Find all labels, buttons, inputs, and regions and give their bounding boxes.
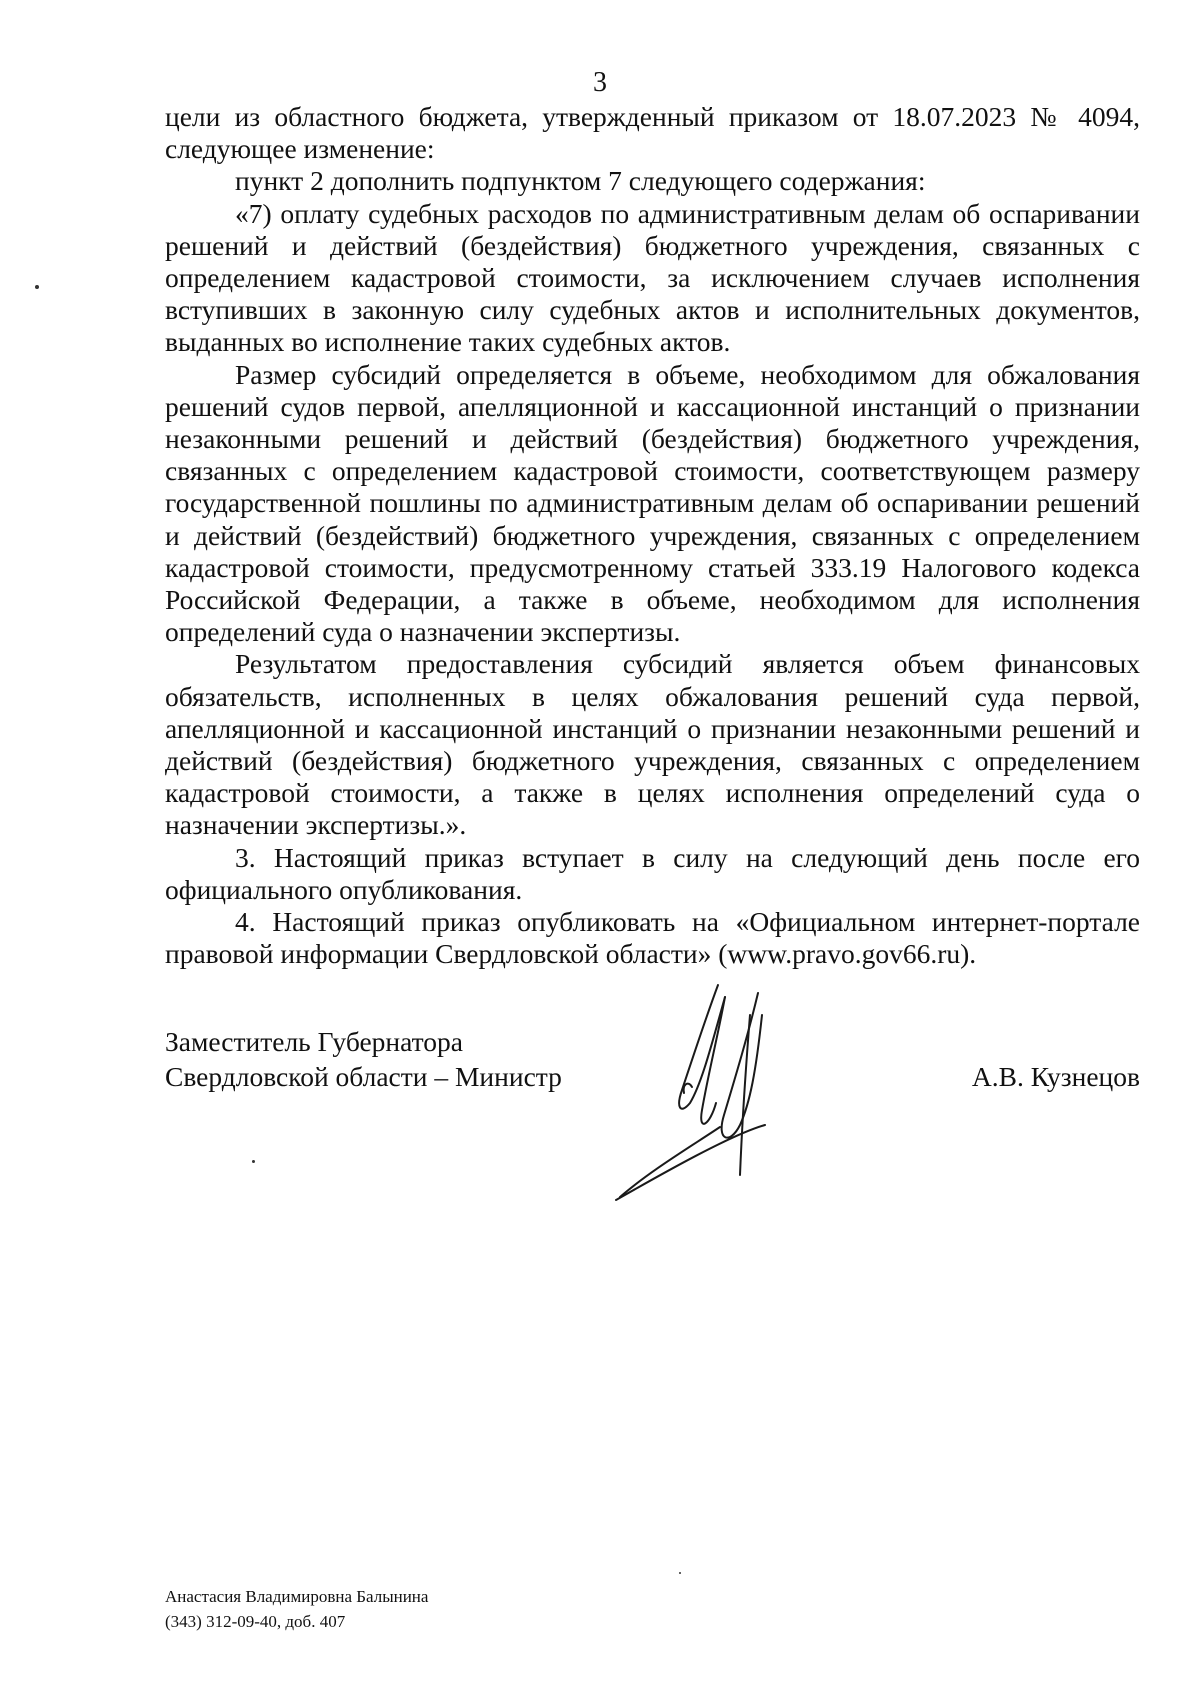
paragraph-continuation: цели из областного бюджета, утвержденный приказом от 18.07.2023 № 4094, следующее изменение: xyxy=(165,101,1140,165)
signatory-position-line: Заместитель Губернатора xyxy=(165,1026,463,1057)
document-body xyxy=(165,101,1140,970)
paragraph-amendment-intro: пункт 2 дополнить подпунктом 7 следующего содержания: xyxy=(235,165,926,197)
paragraph-subsidy-amount: Размер субсидий определяется в объеме, необходимом для обжалования решений судов первой, апелляционной и кассационной инстанций о признании незаконными решений и действий (бездействия) бюджетного учреждения, связанных с определением кадастровой стоимости, соответствующем размеру государственной пошлины по административным делам об оспаривании решений и действий (бездействий) бюджетного учреждения, связанных с определением кадастровой стоимости, предусмотренному статьей 333.19 Налогового кодекса Российской Федерации, а также в объеме, необходимом для исполнения определений суда о назначении экспертизы. xyxy=(165,358,1140,648)
scan-speck xyxy=(35,285,39,289)
page-number: 3 xyxy=(593,67,607,98)
paragraph-effective-date: 3. Настоящий приказ вступает в силу на следующий день после его официального опубликования. xyxy=(165,841,1140,905)
handwritten-signature xyxy=(600,975,860,1205)
signatory-position-line: Свердловской области – Министр xyxy=(165,1061,562,1092)
paragraph-subclause-7: «7) оплату судебных расходов по административным делам об оспаривании решений и действий (бездействия) бюджетного учреждения, связанных с определением кадастровой стоимости, за исключением случаев исполнения вступивших в законную силу судебных актов и исполнительных документов, выданных во исполнение таких судебных актов. xyxy=(165,197,1140,358)
scan-speck xyxy=(679,1572,681,1574)
signatory-name: А.В. Кузнецов xyxy=(971,1061,1140,1092)
executor-phone: (343) 312-09-40, доб. 407 xyxy=(165,1612,346,1631)
scan-speck xyxy=(252,1160,255,1163)
signatory-position xyxy=(165,1024,562,1094)
executor-contact xyxy=(165,1584,428,1634)
paragraph-subsidy-result: Результатом предоставления субсидий является объем финансовых обязательств, исполненных в целях обжалования решений суда первой, апелляционной и кассационной инстанций о признании незаконными решений и действий (бездействия) бюджетного учреждения, связанных с определением кадастровой стоимости, а также в целях исполнения определений суда о назначении экспертизы.». xyxy=(165,648,1140,841)
executor-name: Анастасия Владимировна Балынина xyxy=(165,1587,429,1606)
paragraph-publication: 4. Настоящий приказ опубликовать на «Официальном интернет-портале правовой информации Свердловской области» (www.pravo.gov66.ru). xyxy=(165,906,1140,970)
